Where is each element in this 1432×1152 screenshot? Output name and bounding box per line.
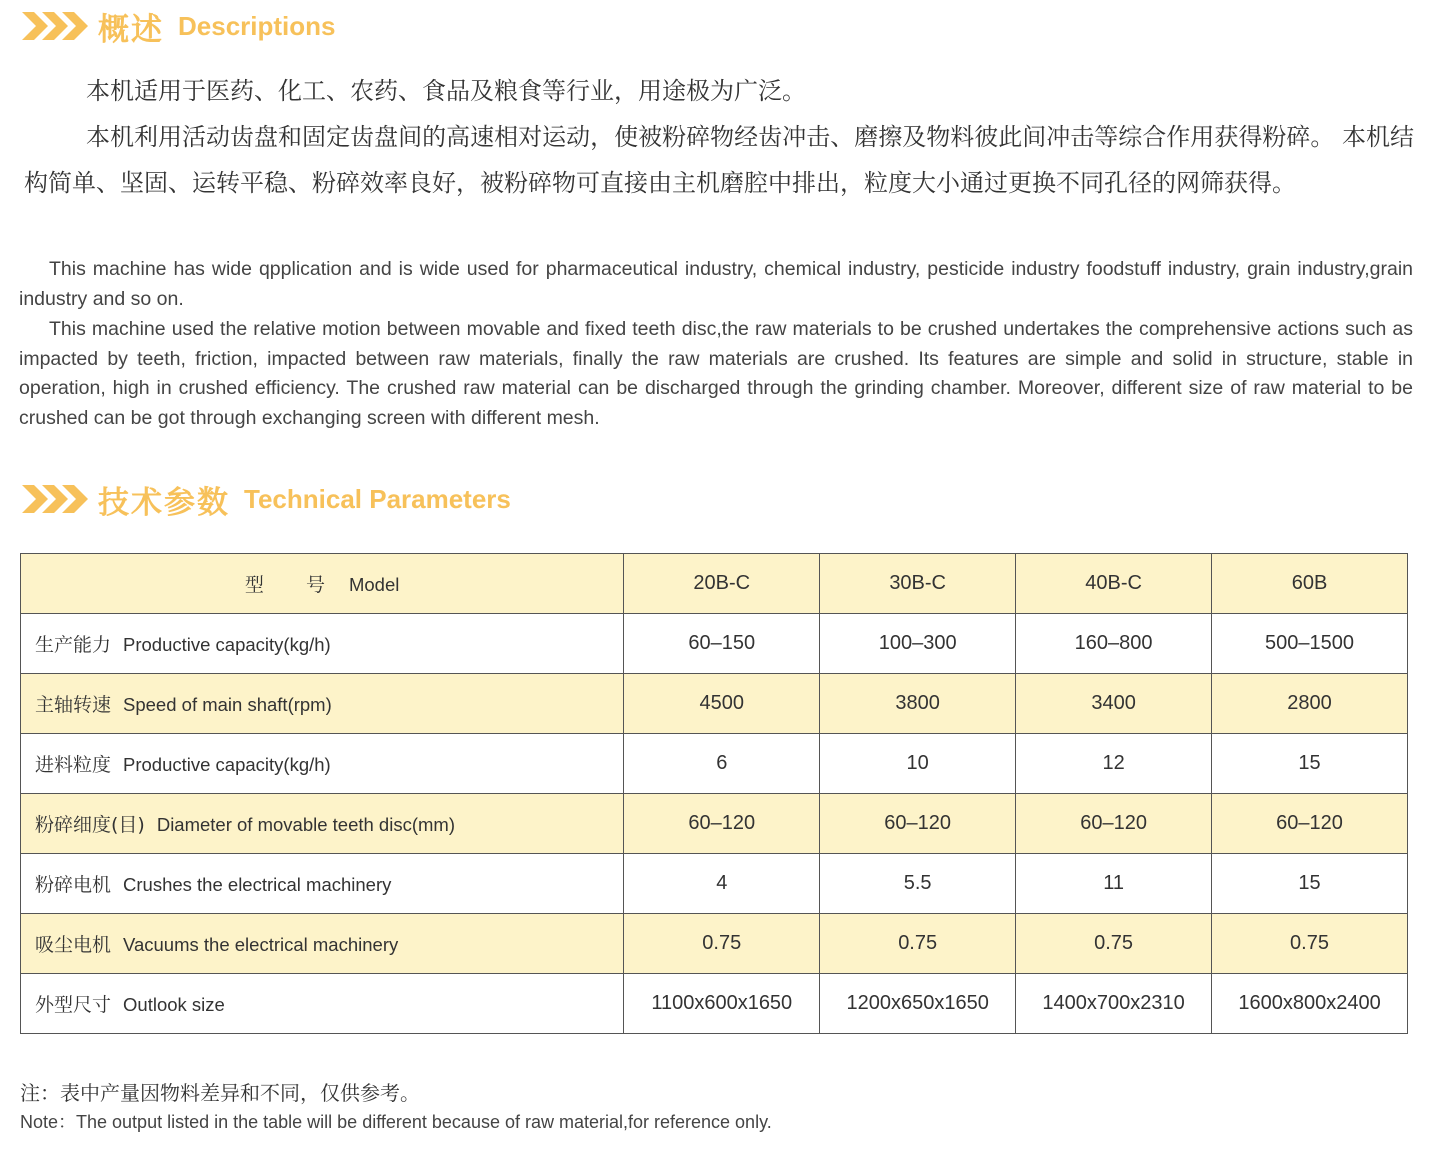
row-label-en: Productive capacity(kg/h) — [123, 634, 331, 655]
table-cell: 100–300 — [820, 614, 1016, 674]
table-cell: 1600x800x2400 — [1212, 974, 1408, 1034]
model-header-cell — [21, 554, 624, 614]
model-name-cell: 60B — [1212, 554, 1408, 614]
row-label-cn: 吸尘电机 — [35, 934, 112, 956]
table-row — [21, 914, 1408, 974]
technical-parameters-table — [20, 553, 1408, 1034]
table-cell: 60–120 — [820, 794, 1016, 854]
descriptions-heading — [22, 4, 336, 48]
descriptions-title-en: Descriptions — [178, 10, 336, 41]
table-header-row — [21, 554, 1408, 614]
model-label-en: Model — [348, 574, 400, 595]
model-name-cell: 30B-C — [820, 554, 1016, 614]
note-en: Note：The output listed in the table will be different because of raw material,for reference only. — [20, 1112, 772, 1132]
table-cell: 1100x600x1650 — [624, 974, 820, 1034]
table-row — [21, 614, 1408, 674]
table-cell: 10 — [820, 734, 1016, 794]
table-cell: 3800 — [820, 674, 1016, 734]
row-label-cn: 外型尺寸 — [35, 994, 112, 1016]
row-label-en: Outlook size — [123, 994, 225, 1015]
row-label-cell — [21, 674, 624, 734]
row-label-cell — [21, 794, 624, 854]
table-cell: 60–120 — [624, 794, 820, 854]
table-cell: 15 — [1212, 854, 1408, 914]
triple-chevron-icon — [22, 483, 92, 515]
description-cn-paragraph-2: 本机利用活动齿盘和固定齿盘间的高速相对运动，使被粉碎物经齿冲击、磨擦及物料彼此间冲击等综合作用获得粉碎。 本机结构简单、坚固、运转平稳、粉碎效率良好，被粉碎物可直接由主机磨腔中排出，粒度大小通过更换不同孔径的网筛获得。 — [24, 123, 1414, 197]
model-name-cell: 40B-C — [1016, 554, 1212, 614]
note-cn: 注：表中产量因物料差异和不同，仅供参考。 — [20, 1081, 420, 1105]
row-label-cell — [21, 614, 624, 674]
table-cell: 1200x650x1650 — [820, 974, 1016, 1034]
table-cell: 1400x700x2310 — [1016, 974, 1212, 1034]
row-label-cn: 进料粒度 — [35, 754, 112, 776]
table-row — [21, 854, 1408, 914]
row-label-cell — [21, 734, 624, 794]
row-label-cn: 粉碎细度(目) — [35, 814, 145, 836]
table-row — [21, 794, 1408, 854]
table-cell: 3400 — [1016, 674, 1212, 734]
table-cell: 60–120 — [1212, 794, 1408, 854]
table-cell: 0.75 — [820, 914, 1016, 974]
technical-title-en: Technical Parameters — [244, 483, 511, 514]
row-label-en: Speed of main shaft(rpm) — [123, 694, 332, 715]
table-row — [21, 734, 1408, 794]
row-label-cn: 主轴转速 — [35, 694, 112, 716]
table-cell: 500–1500 — [1212, 614, 1408, 674]
technical-title-cn: 技术参数 — [98, 484, 230, 521]
table-cell: 12 — [1016, 734, 1212, 794]
table-cell: 60–150 — [624, 614, 820, 674]
table-cell: 2800 — [1212, 674, 1408, 734]
table-cell: 0.75 — [624, 914, 820, 974]
row-label-en: Crushes the electrical machinery — [123, 874, 392, 895]
descriptions-title-cn: 概述 — [98, 11, 164, 48]
row-label-cell — [21, 974, 624, 1034]
model-name-cell: 20B-C — [624, 554, 820, 614]
row-label-cell — [21, 854, 624, 914]
table-cell: 4 — [624, 854, 820, 914]
model-label-cn: 型 号 — [244, 574, 343, 596]
row-label-cell — [21, 914, 624, 974]
table-cell: 4500 — [624, 674, 820, 734]
triple-chevron-icon — [22, 10, 92, 42]
description-cn-paragraph-1: 本机适用于医药、化工、农药、食品及粮食等行业，用途极为广泛。 — [86, 77, 806, 105]
table-cell: 0.75 — [1016, 914, 1212, 974]
table-cell: 5.5 — [820, 854, 1016, 914]
row-label-en: Diameter of movable teeth disc(mm) — [156, 814, 455, 835]
table-row — [21, 974, 1408, 1034]
table-cell: 160–800 — [1016, 614, 1212, 674]
table-cell: 15 — [1212, 734, 1408, 794]
description-en-paragraph-2: This machine used the relative motion between movable and fixed teeth disc,the raw materials to be crushed undertakes the comprehensive actions such as impacted by teeth, friction, impacted between raw materials, finally the raw materials are crushed. Its features are simple and solid in structure, stable in operation, high in crushed efficiency. The crushed raw material can be discharged through the grinding chamber. Moreover, different size of raw material to be crushed can be got through exchanging screen with different mesh. — [19, 318, 1413, 430]
table-row — [21, 674, 1408, 734]
table-cell: 0.75 — [1212, 914, 1408, 974]
table-cell: 6 — [624, 734, 820, 794]
row-label-en: Vacuums the electrical machinery — [123, 934, 399, 955]
row-label-cn: 粉碎电机 — [35, 874, 112, 896]
row-label-en: Productive capacity(kg/h) — [123, 754, 331, 775]
technical-parameters-heading — [22, 477, 511, 521]
description-en-paragraph-1: This machine has wide qpplication and is wide used for pharmaceutical industry, chemical industry, pesticide industry foodstuff industry, grain industry,grain industry and so on. — [19, 258, 1413, 310]
table-cell: 60–120 — [1016, 794, 1212, 854]
row-label-cn: 生产能力 — [35, 634, 112, 656]
table-cell: 11 — [1016, 854, 1212, 914]
